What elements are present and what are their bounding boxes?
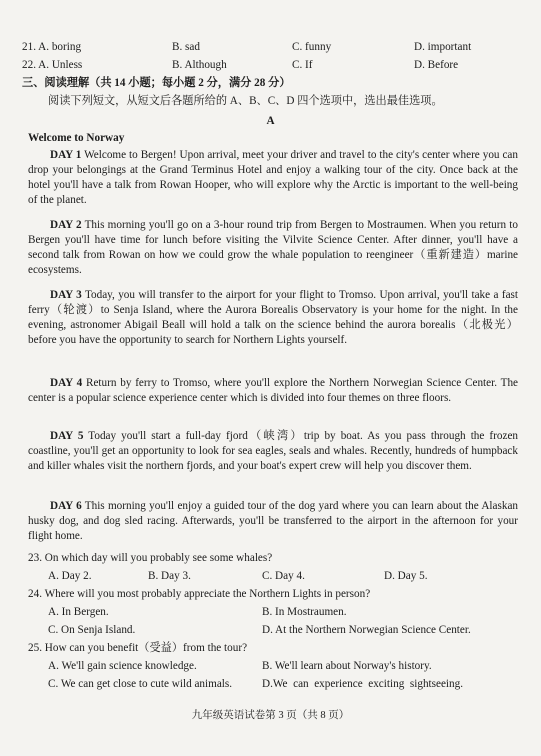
q21-option-a: 21. A. boring [22, 41, 82, 53]
day-label: DAY 3 [50, 289, 82, 301]
q24-option-b: B. In Mostraumen. [262, 606, 347, 618]
q21-option-d: D. important [414, 41, 472, 53]
q25-option-b: B. We'll learn about Norway's history. [262, 660, 432, 672]
q24-option-d: D. At the Northern Norwegian Science Center. [262, 624, 471, 636]
q22-option-b: B. Although [172, 59, 227, 71]
paragraph-text: This morning you'll enjoy a guided tour of the dog yard where you can learn about the Alaskan husky dog, and dog sled racing. Afterwards, you'll be transferred to the airport in the afternoon for your flight home. [28, 500, 519, 542]
q23-option-a: A. Day 2. [48, 570, 92, 582]
paragraph-text: Today, you will transfer to the airport for your flight to Tromso. Upon arrival, you'll take a fast ferry（轮渡）to Senja Island, where the Aurora Borealis Observatory is your home for the night. In the evening, astronomer Abigail Beall will hold a talk on the science behind the aurora borealis（北极光）before you have the opportunity to search for Northern Lights yourself. [28, 289, 518, 346]
q22-option-d: D. Before [414, 59, 459, 71]
question-25-stem: 25. How can you benefit（受益）from the tour? [28, 642, 248, 654]
paragraph-day-6 [28, 499, 518, 544]
section-instruction: 阅读下列短文，从短文后各题所给的 A、B、C、D 四个选项中，选出最佳选项。 [48, 95, 443, 107]
q25-option-d: D.We can experience exciting sightseeing. [262, 678, 464, 690]
day-label: DAY 1 [50, 149, 82, 161]
q22-option-a: 22. A. Unless [22, 59, 83, 71]
question-21-options [22, 40, 522, 56]
passage-letter: A [266, 115, 275, 127]
q21-option-b: B. sad [172, 41, 200, 53]
q25-option-a: A. We'll gain science knowledge. [48, 660, 197, 672]
paragraph-day-1 [28, 148, 518, 208]
paragraph-text: Today you'll start a full-day fjord（峡湾）trip by boat. As you pass through the frozen coastline, you'll get an opportunity to look for sea eagles, seals and whales. Recently, hundreds of humpback and killer whales visit the northern fjords, and your boat's expert crew will help you discover them. [28, 430, 518, 472]
page-footer: 九年级英语试卷第 3 页（共 8 页） [191, 710, 350, 721]
day-label: DAY 5 [50, 430, 84, 442]
question-24-stem: 24. Where will you most probably appreciate the Northern Lights in person? [28, 588, 371, 600]
q21-option-c: C. funny [292, 41, 332, 53]
question-22-options [22, 58, 522, 74]
day-label: DAY 4 [50, 377, 83, 389]
paragraph-day-3 [28, 288, 518, 348]
paragraph-text: Welcome to Bergen! Upon arrival, meet your driver and travel to the city's center where you can drop your belongings at the Grand Terminus Hotel and enjoy a walking tour of the city. Once back at the hotel you'll have a talk from Rowan Hooper, who will explore why the Arctic is important to the well-being of the planet. [28, 149, 518, 206]
q22-option-c: C. If [292, 59, 313, 71]
q24-option-c: C. On Senja Island. [48, 624, 136, 636]
paragraph-day-2 [28, 218, 518, 278]
day-label: DAY 6 [50, 500, 82, 512]
q25-option-c: C. We can get close to cute wild animals. [48, 678, 233, 690]
question-23-stem: 23. On which day will you probably see some whales? [28, 552, 273, 564]
day-label: DAY 2 [50, 219, 82, 231]
section-title: 三、阅读理解（共 14 小题；每小题 2 分，满分 28 分） [22, 77, 291, 89]
paragraph-day-5 [28, 429, 518, 474]
q23-option-d: D. Day 5. [384, 570, 428, 582]
q24-option-a: A. In Bergen. [48, 606, 109, 618]
paragraph-text: This morning you'll go on a 3-hour round trip from Bergen to Mostraumen. When you return to Bergen you'll have time for lunch before visiting the Vilvite Science Center. After dinner, you'll have a second talk from Rowan on how we could grow the whale population to reengineer（重新建造）marine ecosystems. [28, 219, 518, 276]
q23-option-c: C. Day 4. [262, 570, 305, 582]
q23-option-b: B. Day 3. [148, 570, 191, 582]
paragraph-day-4 [28, 376, 518, 406]
passage-title: Welcome to Norway [28, 132, 125, 144]
paragraph-text: Return by ferry to Tromso, where you'll explore the Northern Norwegian Science Center. The center is a popular science experience center which is divided into four themes on three floors. [28, 377, 519, 404]
